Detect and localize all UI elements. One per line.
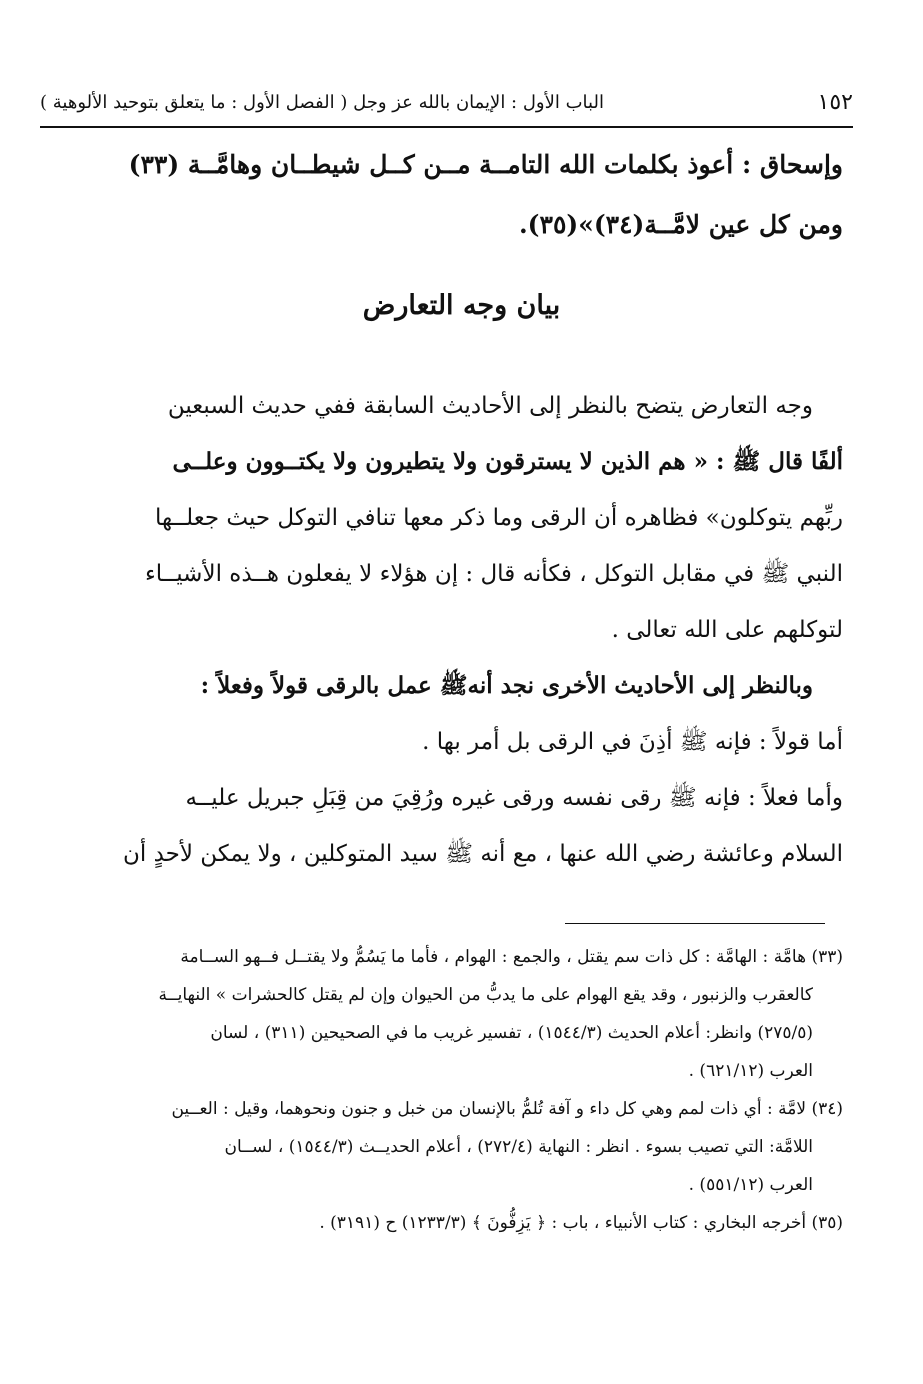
paragraph-line: وجه التعارض يتضح بالنظر إلى الأحاديث السابقة ففي حديث السبعين bbox=[167, 393, 813, 419]
header-rule bbox=[40, 126, 853, 128]
paragraph-1 bbox=[42, 378, 843, 882]
footnote-separator bbox=[565, 923, 825, 924]
footnote-line: (٢٧٥/٥) وانظر: أعلام الحديث (١٥٤٤/٣) ، تفسير غريب ما في الصحيحين (٣١١) ، لسان bbox=[210, 1023, 813, 1043]
paragraph-line: النبي ﷺ في مقابل التوكل ، فكأنه قال : إن هؤلاء لا يفعلون هــذه الأشيــاء bbox=[144, 561, 843, 587]
running-title: الباب الأول : الإيمان بالله عز وجل ( الفصل الأول : ما يتعلق بتوحيد الألوهية ) bbox=[40, 91, 604, 113]
opening-text bbox=[42, 135, 843, 255]
footnote-line: (٣٤) لامَّة : أي ذات لمم وهي كل داء و آفة تُلمُّ بالإنسان من خبل و جنون ونحوهما، وقيل : العــين bbox=[171, 1099, 843, 1119]
footnote-line: العرب (٦٢١/١٢) . bbox=[688, 1061, 813, 1081]
page-number: ١٥٢ bbox=[817, 89, 853, 115]
running-header bbox=[40, 82, 853, 122]
opening-line-2: ومن كل عين لامَّــة(٣٤)»(٣٥). bbox=[518, 210, 843, 239]
paragraph-line: ربِّهم يتوكلون» فظاهره أن الرقى وما ذكر معها تنافي التوكل حيث جعلــها bbox=[155, 505, 843, 531]
footnotes bbox=[48, 938, 843, 1242]
paragraph-line: وبالنظر إلى الأحاديث الأخرى نجد أنهﷺ عمل بالرقى قولاً وفعلاً : bbox=[200, 672, 813, 699]
footnote-line: العرب (٥٥١/١٢) . bbox=[688, 1175, 813, 1195]
footnote-line: اللامَّة: التي تصيب بسوء . انظر : النهاية (٢٧٢/٤) ، أعلام الحديــث (١٥٤٤/٣) ، لســان bbox=[224, 1137, 813, 1157]
paragraph-line: السلام وعائشة رضي الله عنها ، مع أنه ﷺ سيد المتوكلين ، ولا يمكن لأحدٍ أن bbox=[122, 841, 843, 867]
footnote-line: (٣٣) هامَّة : الهامَّة : كل ذات سم يقتل ، والجمع : الهوام ، فأما ما يَسُمُّ ولا يقتــل فــهو الســامة bbox=[180, 947, 843, 967]
paragraph-line: وأما فعلاً : فإنه ﷺ رقى نفسه ورقى غيره ورُقِيَ من قِبَلِ جبريل عليــه bbox=[185, 785, 843, 811]
section-title: بيان وجه التعارض bbox=[362, 290, 561, 321]
opening-line-1: وإسحاق : أعوذ بكلمات الله التامــة مــن كــل شيطــان وهامَّــة (٣٣) bbox=[128, 150, 843, 179]
footnote-line: كالعقرب والزنبور ، وقد يقع الهوام على ما يدبُّ من الحيوان وإن لم يقتل كالحشرات » النهايــة bbox=[158, 985, 813, 1005]
paragraph-line: أما قولاً : فإنه ﷺ أذِنَ في الرقى بل أمر بها . bbox=[422, 729, 843, 755]
paragraph-line: لتوكلهم على الله تعالى . bbox=[611, 617, 843, 643]
footnote-line: (٣٥) أخرجه البخاري : كتاب الأنبياء ، باب : ﴿ يَزِفُّونَ ﴾ (١٢٣٣/٣) ح (٣١٩١) . bbox=[319, 1213, 843, 1233]
paragraph-line: ألفًا قال ﷺ : « هم الذين لا يسترقون ولا يتطيرون ولا يكتــوون وعلــى bbox=[172, 448, 843, 475]
